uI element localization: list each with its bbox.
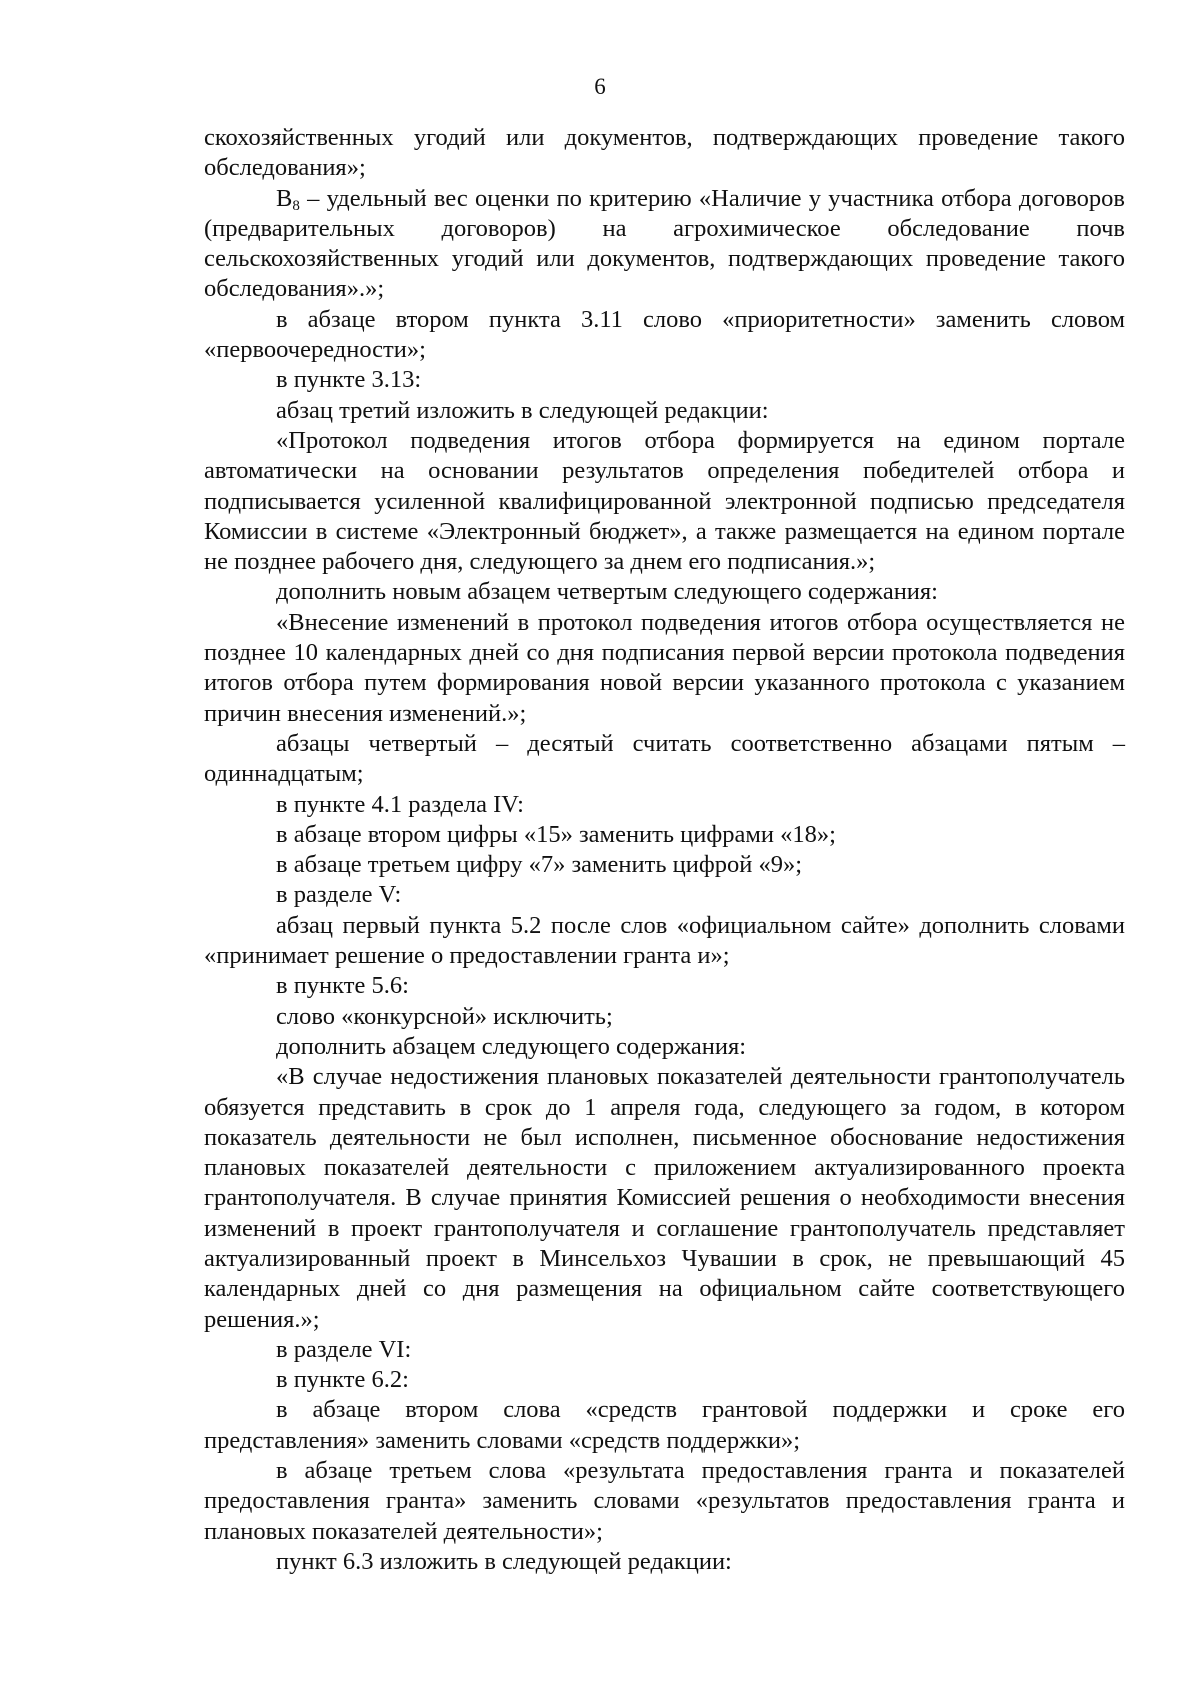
paragraph: [204, 1395, 1125, 1456]
paragraph-text: в абзаце третьем цифру «7» заменить цифрой «9»;: [276, 851, 803, 879]
paragraph-text: слово «конкурсной» исключить;: [276, 1002, 613, 1030]
paragraph-text: дополнить новым абзацем четвертым следующего содержания:: [276, 578, 938, 606]
paragraph-text: в пункте 4.1 раздела IV:: [276, 790, 524, 818]
paragraph: [204, 971, 1125, 1001]
paragraph-text: в абзаце третьем слова «результата предоставления гранта и показателей предоставления гранта» заменить словами «результатов предоставления гранта и плановых показателей деятельности»;: [204, 1457, 1125, 1545]
paragraph-text: пункт 6.3 изложить в следующей редакции:: [276, 1547, 732, 1575]
paragraph: [204, 911, 1125, 972]
variable-subscript: 8: [292, 197, 300, 214]
paragraph: [204, 577, 1125, 607]
paragraph-text: «Внесение изменений в протокол подведения итогов отбора осуществляется не позднее 10 календарных дней со дня подписания первой версии протокола подведения итогов отбора путем формирования новой версии указанного протокола с указанием причин внесения изменений.»;: [204, 608, 1125, 727]
paragraph-text: – удельный вес оценки по критерию «Наличие у участника отбора договоров (предварительных договоров) на агрохимическое обследование почв сельскохозяйственных угодий или документов, подтверждающих проведение такого обследования».»;: [204, 184, 1125, 303]
paragraph-text: в пункте 5.6:: [276, 972, 409, 1000]
paragraph-text: в пункте 3.13:: [276, 366, 422, 394]
paragraph: [204, 790, 1125, 820]
paragraph-text: «В случае недостижения плановых показателей деятельности грантополучатель обязуется представить в срок до 1 апреля года, следующего за годом, в котором показатель деятельности не был исполнен, письменное обоснование недостижения плановых показателей деятельности с приложением актуализированного проекта грантополучателя. В случае принятия Комиссией решения о необходимости внесения изменений в проект грантополучателя и соглашение грантополучатель представляет актуализированный проект в Минсельхоз Чувашии в срок, не превышающий 45 календарных дней со дня размещения на официальном сайте соответствующего решения.»;: [204, 1063, 1125, 1333]
paragraph: [204, 1335, 1125, 1365]
paragraph-text: абзац третий изложить в следующей редакции:: [276, 396, 769, 424]
paragraph: [204, 1547, 1125, 1577]
paragraph: [204, 1062, 1125, 1335]
paragraph-text: абзацы четвертый – десятый считать соответственно абзацами пятым – одиннадцатым;: [204, 729, 1125, 788]
paragraph: [204, 365, 1125, 395]
paragraph: [204, 820, 1125, 850]
paragraph: [204, 396, 1125, 426]
paragraph: [204, 426, 1125, 577]
paragraph-text: в разделе VI:: [276, 1335, 412, 1363]
paragraph: [204, 1002, 1125, 1032]
paragraph: [204, 1365, 1125, 1395]
paragraph: [204, 880, 1125, 910]
paragraph: [204, 123, 1125, 184]
paragraph: [204, 305, 1125, 366]
paragraph-text: «Протокол подведения итогов отбора формируется на едином портале автоматически на основании результатов определения победителей отбора и подписывается усиленной квалифицированной электронной подписью председателя Комиссии в системе «Электронный бюджет», а также размещается на едином портале не позднее рабочего дня, следующего за днем его подписания.»;: [204, 426, 1125, 576]
paragraph: [204, 1456, 1125, 1547]
paragraph-text: в абзаце втором пункта 3.11 слово «приоритетности» заменить словом «первоочередности»;: [204, 305, 1125, 364]
paragraph-text: скохозяйственных угодий или документов, подтверждающих проведение такого обследования»;: [204, 124, 1125, 182]
paragraph-text: в абзаце втором цифры «15» заменить цифрами «18»;: [276, 820, 836, 848]
page-number: 6: [594, 74, 606, 99]
paragraph-text: в разделе V:: [276, 881, 402, 909]
document-body: [204, 123, 1125, 1577]
paragraph: [204, 729, 1125, 790]
paragraph-text: дополнить абзацем следующего содержания:: [276, 1032, 747, 1060]
paragraph-text: абзац первый пункта 5.2 после слов «официальном сайте» дополнить словами «принимает решение о предоставлении гранта и»;: [204, 911, 1125, 970]
paragraph: [204, 608, 1125, 729]
paragraph-text: в абзаце втором слова «средств грантовой поддержки и сроке его представления» заменить словами «средств поддержки»;: [204, 1396, 1125, 1454]
paragraph: [204, 1032, 1125, 1062]
paragraph-text: в пункте 6.2:: [276, 1366, 409, 1394]
paragraph: [204, 184, 1125, 305]
variable-symbol: В: [276, 184, 293, 212]
paragraph: [204, 850, 1125, 880]
